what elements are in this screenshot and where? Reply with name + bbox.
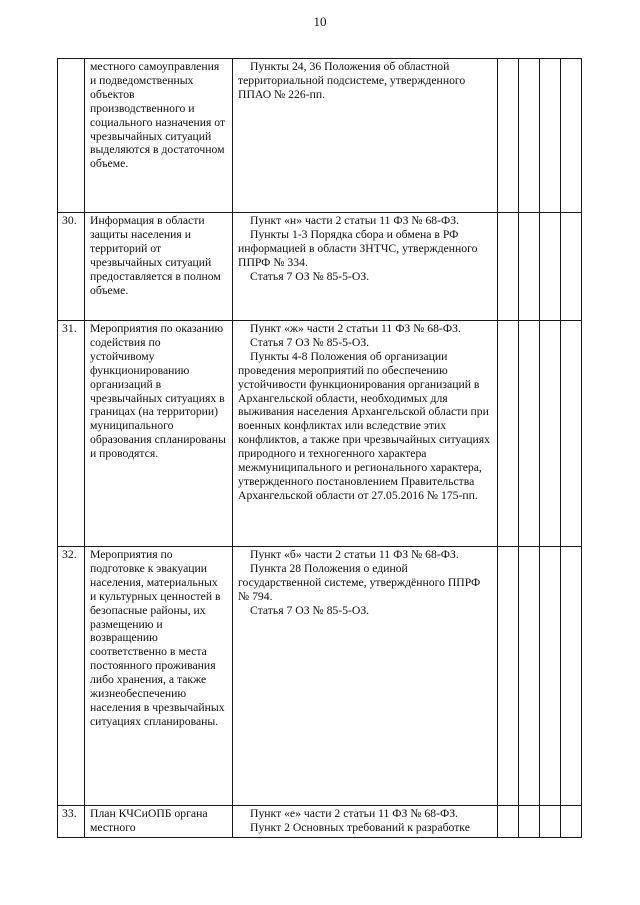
row-number: 30. bbox=[58, 213, 85, 321]
mark-cell bbox=[498, 806, 519, 838]
mark-cell bbox=[519, 321, 540, 547]
mark-cell bbox=[498, 547, 519, 806]
reference-line: Статья 7 ОЗ № 85-5-ОЗ. bbox=[250, 335, 370, 349]
mark-cell bbox=[498, 59, 519, 213]
reference-cell bbox=[233, 806, 498, 838]
mark-cell bbox=[519, 213, 540, 321]
page-number: 10 bbox=[313, 14, 327, 29]
requirements-table bbox=[57, 58, 582, 838]
table-row bbox=[58, 321, 582, 547]
table-row bbox=[58, 806, 582, 838]
mark-cell bbox=[561, 213, 582, 321]
mark-cell bbox=[540, 213, 561, 321]
reference-line: Пункт «н» части 2 статьи 11 ФЗ № 68-ФЗ. bbox=[250, 214, 460, 227]
requirement-text: Мероприятия по подготовке к эвакуации населения, материальных и культурных ценностей в безопасные районы, их размещению и возвращению соответственно в места постоянного проживания либо хранения, а также жизнеобеспечению населения в чрезвычайных ситуациях спланированы. bbox=[90, 548, 225, 728]
reference-line: Пункт «ж» части 2 статьи 11 ФЗ № 68-ФЗ. bbox=[250, 322, 461, 335]
reference-line: Статья 7 ОЗ № 85-5-ОЗ. bbox=[250, 603, 370, 617]
mark-cell bbox=[540, 59, 561, 213]
mark-cell bbox=[540, 806, 561, 838]
mark-cell bbox=[561, 547, 582, 806]
reference-line: Пункты 4-8 Положения об организации проведения мероприятий по обеспечению устойчивости функционирования организаций в Архангельской области, необходимых для выживания населения Архангельской области при военных конфликтах или вследствие этих конфликтов, а также при чрезвычайных ситуациях природного и техногенного характера межмуниципального и регионального характера, утвержденного постановлением Правительства Архангельской области от 27.05.2016 № 175-пп. bbox=[238, 349, 490, 502]
mark-cell bbox=[498, 321, 519, 547]
mark-cell bbox=[519, 806, 540, 838]
mark-cell bbox=[519, 59, 540, 213]
mark-cell bbox=[519, 547, 540, 806]
reference-line: Пункта 28 Положения о единой государственной системе, утверждённого ППРФ № 794. bbox=[238, 561, 481, 603]
row-number bbox=[58, 59, 85, 213]
requirement-text: Информация в области защиты населения и территорий от чрезвычайных ситуаций предоставляется в полном объеме. bbox=[90, 214, 221, 297]
mark-cell bbox=[561, 59, 582, 213]
row-number: 32. bbox=[58, 547, 85, 806]
reference-line: Пункт 2 Основных требований к разработке bbox=[250, 820, 470, 834]
requirement-cell bbox=[85, 806, 233, 838]
requirement-text: Мероприятия по оказанию содействия по устойчивому функционированию организаций в чрезвычайных ситуациях в границах (на территории) муниципального образования спланированы и проводятся. bbox=[90, 322, 226, 461]
reference-line: Пункт «б» части 2 статьи 11 ФЗ № 68-ФЗ. bbox=[250, 548, 459, 561]
mark-cell bbox=[561, 321, 582, 547]
row-number: 31. bbox=[58, 321, 85, 547]
requirement-text: План КЧСиОПБ органа местного bbox=[90, 807, 208, 834]
table-row bbox=[58, 547, 582, 806]
requirement-cell bbox=[85, 213, 233, 321]
table-row bbox=[58, 213, 582, 321]
mark-cell bbox=[498, 213, 519, 321]
reference-cell bbox=[233, 321, 498, 547]
reference-line: Статья 7 ОЗ № 85-5-ОЗ. bbox=[250, 269, 370, 283]
reference-line: Пункты 1-3 Порядка сбора и обмена в РФ информацией в области ЗНТЧС, утвержденного ППРФ № 334. bbox=[238, 227, 478, 269]
mark-cell bbox=[540, 321, 561, 547]
requirement-cell bbox=[85, 59, 233, 213]
reference-line: Пункт «е» части 2 статьи 11 ФЗ № 68-ФЗ. bbox=[250, 807, 458, 820]
mark-cell bbox=[561, 806, 582, 838]
table-row bbox=[58, 59, 582, 213]
reference-cell bbox=[233, 213, 498, 321]
requirement-text: местного самоуправления и подведомственных объектов производственного и социального назначения от чрезвычайных ситуаций выделяются в достаточном объеме. bbox=[90, 60, 226, 171]
mark-cell bbox=[540, 547, 561, 806]
reference-cell bbox=[233, 59, 498, 213]
reference-line: Пункты 24, 36 Положения об областной территориальной подсистеме, утвержденного ППАО № 226-пп. bbox=[238, 60, 466, 101]
reference-cell bbox=[233, 547, 498, 806]
requirement-cell bbox=[85, 547, 233, 806]
requirement-cell bbox=[85, 321, 233, 547]
row-number: 33. bbox=[58, 806, 85, 838]
